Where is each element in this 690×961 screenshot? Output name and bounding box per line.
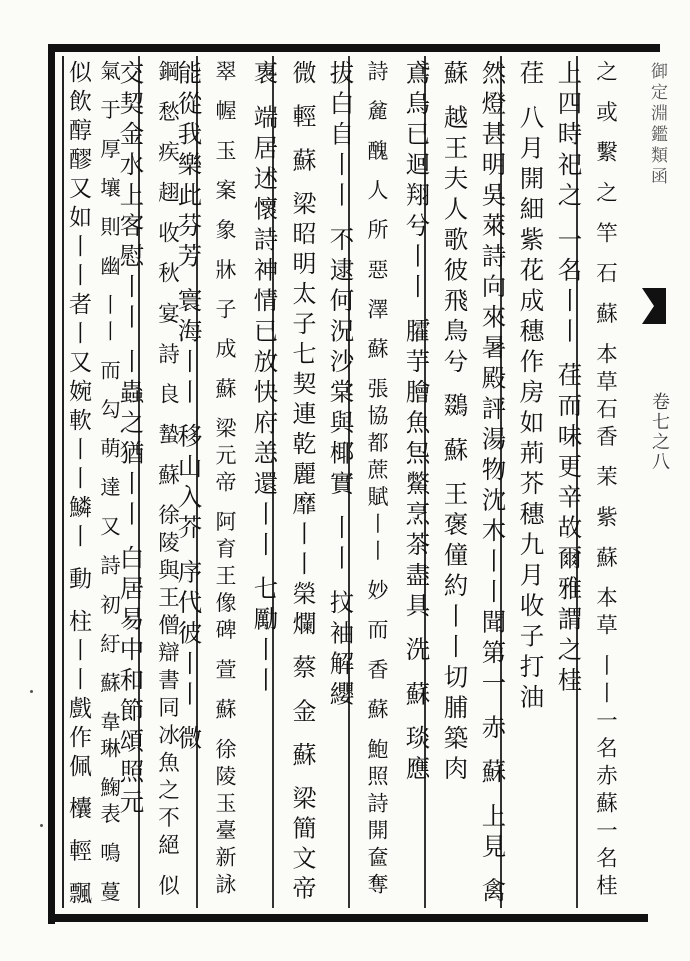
text-column-15: 氣 于 厚 壤 則 幽 丨丨 而 勾 萌 達 又 詩 初 紆 蘇 韋琳 䱡表 鳴 蔓 xyxy=(96,60,121,908)
fish-tail-mark-icon xyxy=(640,288,666,324)
text-column-7: 詩 麄 醜 人 所 惡 澤 蘇 張協都蔗賦丨丨 妙 而 香 蘇 鮑照詩開奩奪 xyxy=(365,60,389,900)
book-title: 御定淵鑑類函 xyxy=(647,62,667,188)
text-column-5: 蘇 越王夫人歌彼飛鳥兮 鵽 蘇 王褒僮約丨丨切脯築肉 xyxy=(440,60,470,787)
text-column-11: 翠 幄 玉 案 象 牀 子 成 蘇 梁元帝 阿育王像碑 萱 蘇 徐陵玉臺新詠 xyxy=(213,60,237,900)
scan-speck xyxy=(40,824,43,827)
text-column-14: 交契金水上客慰丨丨 丨蟲之猶丨丨 白居易中和節頌照元 xyxy=(116,60,146,820)
scan-speck xyxy=(30,690,33,693)
text-column-6: 鳶烏已迴翔兮丨丨 臛芋膾魚炰鱉烹茶盡具 洗 蘇 琰應 xyxy=(402,60,432,787)
frame-inner-rule xyxy=(62,56,64,908)
text-column-12: 能從我樂此芬芳 寰海丨丨 移山入芥 序代彼丨丨 微 xyxy=(174,60,204,756)
frame-top-border xyxy=(48,44,660,52)
text-column-2: 上四時祀之 一名丨丨 荏而味更辛故爾雅謂之桂 xyxy=(554,60,584,698)
text-column-4: 然燈甚明吳萊詩向來暑殿評湯物沈木丨丨聞第一 赤 蘇 上見 禽 xyxy=(478,60,508,909)
juan-label: 卷七之八 xyxy=(649,392,670,472)
text-column-16: 似飲醇醪又如丨丨者丨又婉軟丨丨鱗丨 動 柱丨丨戲作佩 欜 輕 飄 xyxy=(65,60,91,910)
text-column-9: 微 輕 蘇 梁昭明太子七契連乾麗靡丨丨榮爛 蔡 金 蘇 梁簡文帝 xyxy=(288,60,316,906)
text-column-1: 之 或 繫 之 竿 石 蘇 本草石香 茉 紫 蘇 本草 丨丨一名赤蘇一名桂 xyxy=(592,60,618,902)
text-column-10: 褢 端居述懷詩神情已放快府恙還丨丨 七勵丨丨 xyxy=(250,60,280,698)
text-column-13: 鋼 愁 疾 趐 收 秋 宴 詩 良 蟄 蘇 徐陵與王僧辯書同冰魚之不絕 似 xyxy=(154,60,180,902)
text-column-3: 荏 八月開細紫花成穗作房如荊芥穗九月收子打油 xyxy=(516,60,546,715)
text-column-8: 拔白自丨丨 不逮何況沙棠與椰實 丨丨 抆袖解纓 xyxy=(326,60,356,712)
frame-left-border xyxy=(48,44,55,924)
frame-bottom-border xyxy=(48,914,648,922)
